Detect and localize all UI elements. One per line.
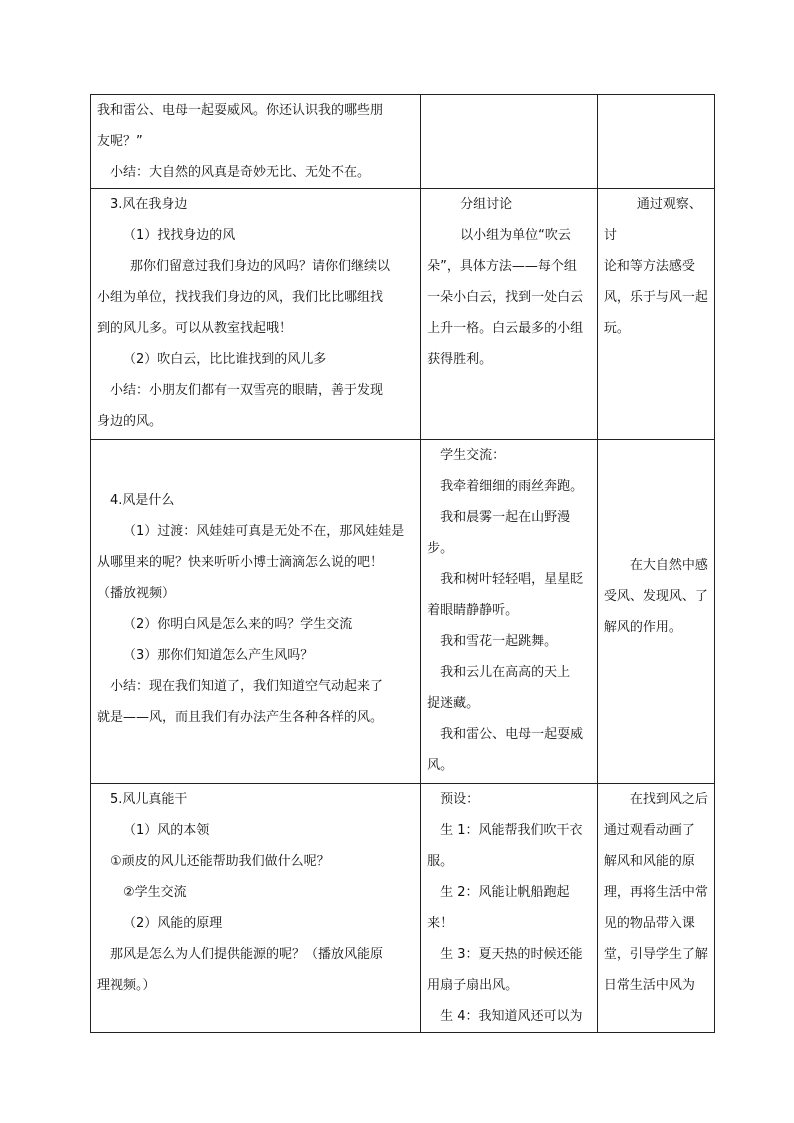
text-line: 捉迷藏。 — [427, 696, 480, 711]
text-line: 生 1：风能帮我们吹干衣 — [440, 823, 583, 838]
text-line: 见的物品带入课 — [603, 916, 695, 931]
design-intent-cell — [597, 189, 714, 440]
text-line: 在找到风之后 — [629, 792, 708, 807]
text-line: 受风、发现风、了 — [603, 589, 708, 604]
text-line: （1）过渡：风娃娃可真是无处不在，那风娃娃是 — [123, 524, 405, 539]
text-line: （1）风的本领 — [123, 823, 210, 838]
text-line: 那你们留意过我们身边的风吗？请你们继续以 — [130, 259, 391, 274]
text-line: （2）吹白云，比比谁找到的风儿多 — [123, 352, 327, 367]
design-intent-cell — [597, 440, 714, 784]
text-line: 玩。 — [603, 321, 630, 336]
text-line: 友呢？” — [97, 134, 143, 149]
text-line: 我和雷公、电母一起耍威风。你还认识我的哪些朋 — [97, 103, 384, 118]
text-line: 那风是怎么为人们提供能源的呢？（播放风能原 — [110, 947, 384, 962]
text-line: 生 4：我知道风还可以为 — [440, 1009, 583, 1024]
teacher-activity-cell — [91, 95, 421, 189]
text-line: 我牵着细细的雨丝奔跑。 — [440, 479, 584, 494]
text-line: （2）风能的原理 — [123, 916, 223, 931]
text-line: 以小组为单位“吹云 — [460, 228, 571, 243]
teacher-activity-cell — [91, 440, 421, 784]
text-line: 论和等方法感受 — [603, 259, 695, 274]
text-line: 一朵小白云，找到一处白云 — [427, 290, 584, 305]
text-line: 小结：大自然的风真是奇妙无比、无处不在。 — [110, 165, 371, 180]
table-row — [91, 784, 715, 1033]
text-line: 堂，引导学生了解 — [603, 947, 708, 962]
text-line: 理，再将生活中常 — [603, 885, 708, 900]
text-line: 风。 — [427, 758, 454, 773]
text-line: 预设： — [440, 792, 480, 807]
lesson-plan-table — [90, 94, 715, 1033]
text-line: 到的风儿多。可以从教室找起哦！ — [97, 321, 293, 336]
text-line: 着眼睛静静听。 — [427, 603, 519, 618]
table-row — [91, 95, 715, 189]
design-intent-cell — [597, 95, 714, 189]
text-line: 步。 — [427, 541, 454, 556]
teacher-activity-cell — [91, 784, 421, 1033]
text-line: 从哪里来的呢？快来听听小博士滴滴怎么说的吧！ — [97, 555, 384, 570]
text-line: 解风和风能的原 — [603, 854, 695, 869]
student-activity-cell — [421, 784, 598, 1033]
text-line: 生 2：风能让帆船跑起来！ — [427, 885, 570, 931]
text-line: 解风的作用。 — [603, 620, 682, 635]
text-line: 通过观察、讨 — [603, 197, 702, 243]
text-line: （1）找找身边的风 — [123, 228, 236, 243]
text-line: 上升一格。白云最多的小组 — [427, 321, 584, 336]
text-line: 小结：小朋友们都有一双雪亮的眼睛，善于发现 — [110, 383, 384, 398]
teacher-activity-cell — [91, 189, 421, 440]
text-line: 风，乐于与风一起 — [603, 290, 708, 305]
section-heading: 4.风是什么 — [110, 493, 175, 508]
text-line: 获得胜利。 — [427, 352, 493, 367]
text-line: 小结：现在我们知道了，我们知道空气动起来了 — [110, 679, 384, 694]
student-activity-cell — [421, 95, 598, 189]
section-heading: 5.风儿真能干 — [110, 792, 188, 807]
table-row — [91, 189, 715, 440]
text-line: 小组为单位，找找我们身边的风，我们比比哪组找 — [97, 290, 384, 305]
text-line: 我和树叶轻轻唱，星星眨 — [440, 572, 584, 587]
text-line: 我和雷公、电母一起耍威 — [440, 727, 584, 742]
student-activity-cell — [421, 189, 598, 440]
text-line: 服。 — [427, 854, 454, 869]
text-line: 学生交流： — [440, 448, 506, 463]
table-row — [91, 440, 715, 784]
text-line: 生 3：夏天热的时候还能 — [440, 947, 583, 962]
text-line: （3）那你们知道怎么产生风吗？ — [123, 648, 314, 663]
text-line: 朵”，具体方法——每个组 — [427, 259, 577, 274]
text-line: 我和云儿在高高的天上 — [440, 665, 571, 680]
text-line: 就是——风，而且我们有办法产生各种各样的风。 — [97, 710, 384, 725]
design-intent-cell — [597, 784, 714, 1033]
text-line: 我和晨雾一起在山野漫 — [440, 510, 571, 525]
text-line: 通过观看动画了 — [603, 823, 695, 838]
text-line: 在大自然中感 — [629, 558, 708, 573]
text-line: 我和雪花一起跳舞。 — [440, 634, 558, 649]
text-line: （播放视频） — [97, 586, 176, 601]
text-line: 用扇子扇出风。 — [427, 978, 519, 993]
text-line: （2）你明白风是怎么来的吗？学生交流 — [123, 617, 353, 632]
text-line: 分组讨论 — [460, 197, 513, 212]
text-line: ②学生交流 — [123, 885, 187, 900]
text-line: 日常生活中风为 — [603, 978, 695, 993]
section-heading: 3.风在我身边 — [110, 197, 188, 212]
text-line: 身边的风。 — [97, 414, 163, 429]
student-activity-cell — [421, 440, 598, 784]
text-line: ①顽皮的风儿还能帮助我们做什么呢？ — [110, 854, 330, 869]
text-line: 理视频。） — [97, 978, 156, 993]
